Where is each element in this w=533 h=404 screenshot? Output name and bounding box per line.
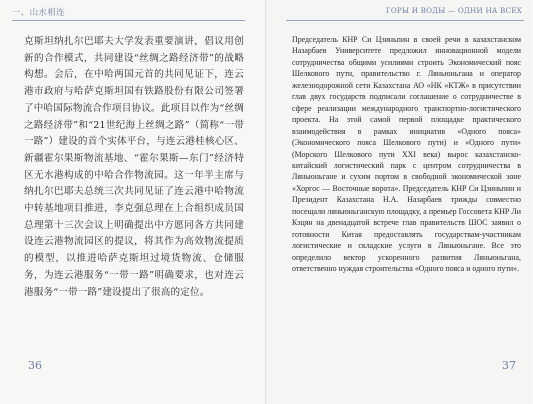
right-page-number: 37 [502, 359, 516, 372]
right-body-text: Председатель КНР Си Цзиньпин в своей речи в казахстанском Назарбаев Университете предложил инновационной модели сотрудничества общими усилиями строить Экономический пояс Шелкового пути, правительство г. Ляньюньгана и оператор железнодорожной сети Казахстана АО «НК «КТЖ» в присутствии глав двух государств подписали соглашение о сотрудничестве в сфере реализации международного транспортно-логистического проекта. На этой самой первой площадке практического взаимодействия в рамках инициатив «Одного пояса» (Экономического пояса Шелкового пути) и «Одного пути» (Морского Шелкового пути XXI века) вырос казахстанско-китайский логистический парк с центром сотрудничества в Ляньюньгане и сухим портом в свободной экономической зоне «Хоргос — Восточные ворота». Председатель КНР Си Цзиньпин и Президент Казахстана Н.А. Назарбаев трижды совместно посещали ляньюньганскую площадку, а премьер Госсовета КНР Ли Кэцян на двенадцатой встрече глав правительств ШОС заявил о готовности Китая предоставлять государствам-участникам логистические и складские услуги в Ляньюньгане. Все это определило вектор ускоренного развития Ляньюньгана, ответственно нуждая строительства «Одного пояса и одного пути». [292, 35, 521, 274]
right-header-rule [286, 20, 524, 21]
left-page-number: 36 [28, 359, 42, 372]
left-header-rule [12, 20, 245, 21]
right-page [266, 0, 532, 404]
left-page [0, 0, 266, 404]
left-body-text: 克斯坦纳扎尔巴耶夫大学发表重要演讲，倡议用创新的合作模式，共同建设“丝绸之路经济带”的战略构想。会后，在中哈两国元首的共同见证下，连云港市政府与哈萨克斯坦国有铁路股份有限公司签署了中哈国际物流合作项目协议。此项目以作为“丝绸之路经济带”和“21世纪海上丝绸之路”（简称“一带一路”）建设的首个实体平台，与连云港桂核心区、新疆霍尔果斯物流基地、“霍尔果斯—东门”经济特区无水港构成的中哈合作物流园。这一年半主席与纳扎尔巴耶夫总统三次共同见证了连云港中哈物流中转基地项目推进，李克强总理在上合组织成员国总理第十三次会议上明确提出中方愿同各方共同建设连云港物流园区的提议，将其作为高效物流提质的模型，以推进哈萨克斯坦过境货物流、仓储服务，为连云港服务“一带一路”明确要求，也对连云港服务“一带一路”建设提出了很高的定位。 [24, 36, 244, 298]
right-running-head: ГОРЫ И ВОДЫ — ОДНИ НА ВСЕХ [385, 6, 522, 15]
left-running-head: 一、山水相连 [12, 8, 65, 18]
